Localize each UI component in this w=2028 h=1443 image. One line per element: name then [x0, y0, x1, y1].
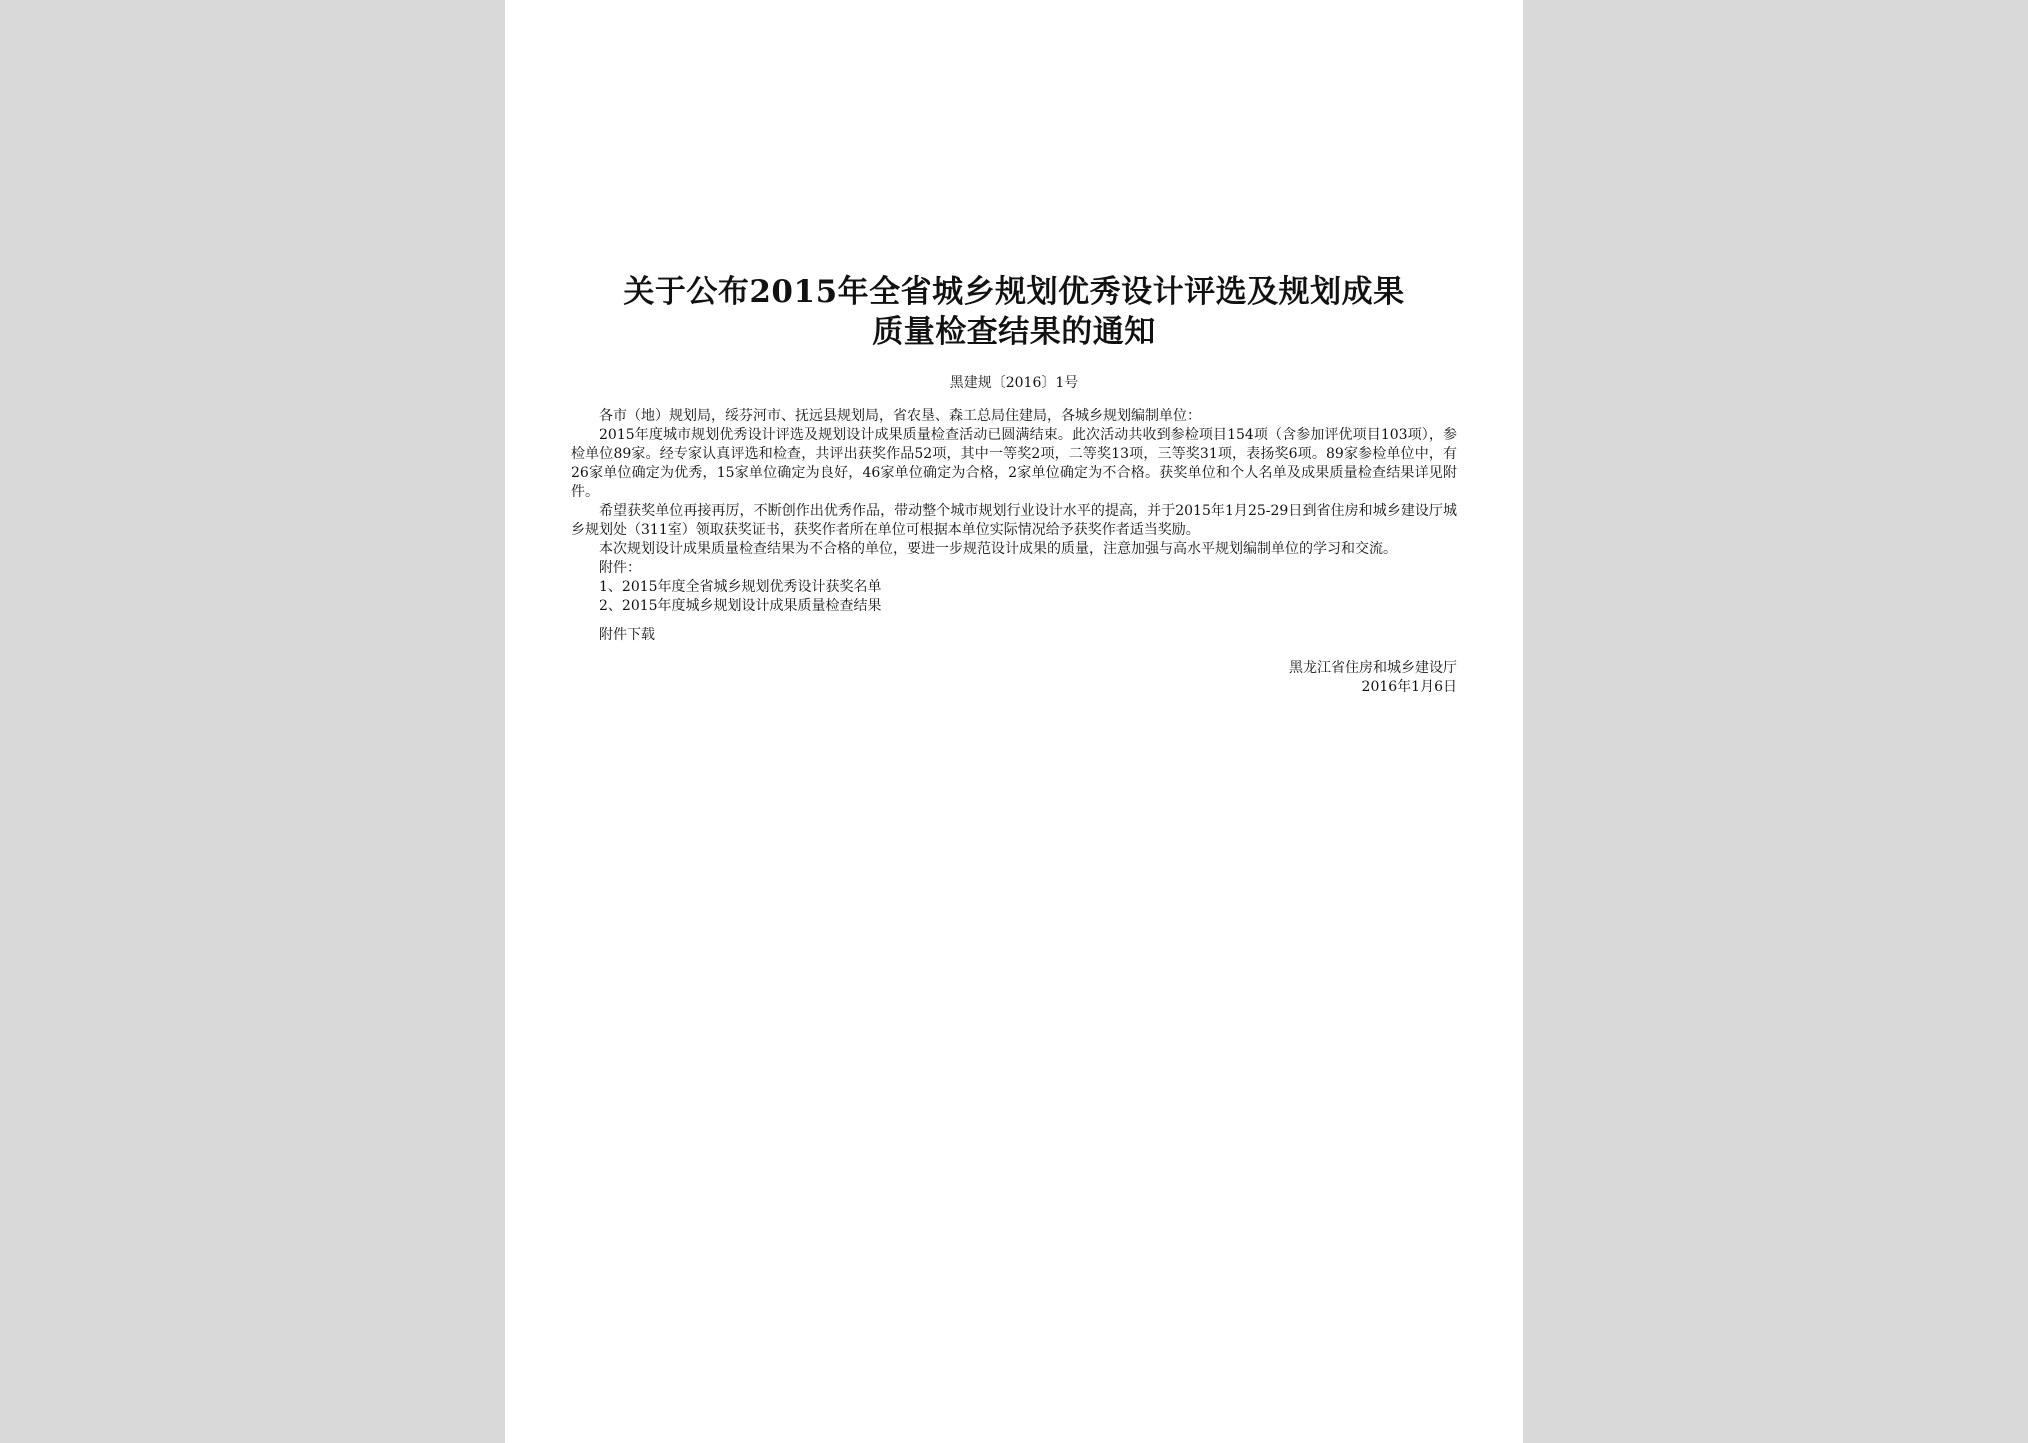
- signature-block: [571, 659, 1457, 697]
- issue-date: 2016年1月6日: [1361, 679, 1457, 695]
- body-paragraph: 希望获奖单位再接再厉，不断创作出优秀作品，带动整个城市规划行业设计水平的提高，并于2015年1月25-29日到省住房和城乡建设厅城乡规划处（311室）领取获奖证书，获奖作者所在单位可根据本单位实际情况给予获奖作者适当奖励。: [571, 503, 1457, 538]
- document-content: [571, 272, 1457, 697]
- document-body: [571, 407, 1457, 559]
- document-title: [571, 272, 1457, 352]
- attachment-item: 2、2015年度城乡规划设计成果质量检查结果: [599, 598, 882, 614]
- issuer-name: 黑龙江省住房和城乡建设厅: [1289, 660, 1457, 676]
- attachment-download-link[interactable]: 附件下载: [599, 627, 655, 643]
- title-line-2: 质量检查结果的通知: [872, 314, 1156, 350]
- title-line-1: 关于公布2015年全省城乡规划优秀设计评选及规划成果: [623, 274, 1405, 310]
- attachment-item: 1、2015年度全省城乡规划优秀设计获奖名单: [599, 579, 882, 595]
- document-number: 黑建规〔2016〕1号: [949, 375, 1079, 391]
- salutation: 各市（地）规划局，绥芬河市、抚远县规划局，省农垦、森工总局住建局，各城乡规划编制单位：: [599, 408, 1201, 424]
- attachments-label: 附件：: [599, 560, 641, 576]
- body-paragraph: 2015年度城市规划优秀设计评选及规划设计成果质量检查活动已圆满结束。此次活动共收到参检项目154项（含参加评优项目103项），参检单位89家。经专家认真评选和检查，共评出获奖作品52项，其中一等奖2项，二等奖13项，三等奖31项，表扬奖6项。89家参检单位中，有26家单位确定为优秀，15家单位确定为良好，46家单位确定为合格，2家单位确定为不合格。获奖单位和个人名单及成果质量检查结果详见附件。: [571, 427, 1457, 500]
- document-page: [505, 0, 1523, 1443]
- attachments-list: [571, 559, 1457, 616]
- body-paragraph: 本次规划设计成果质量检查结果为不合格的单位，要进一步规范设计成果的质量，注意加强与高水平规划编制单位的学习和交流。: [599, 541, 1397, 557]
